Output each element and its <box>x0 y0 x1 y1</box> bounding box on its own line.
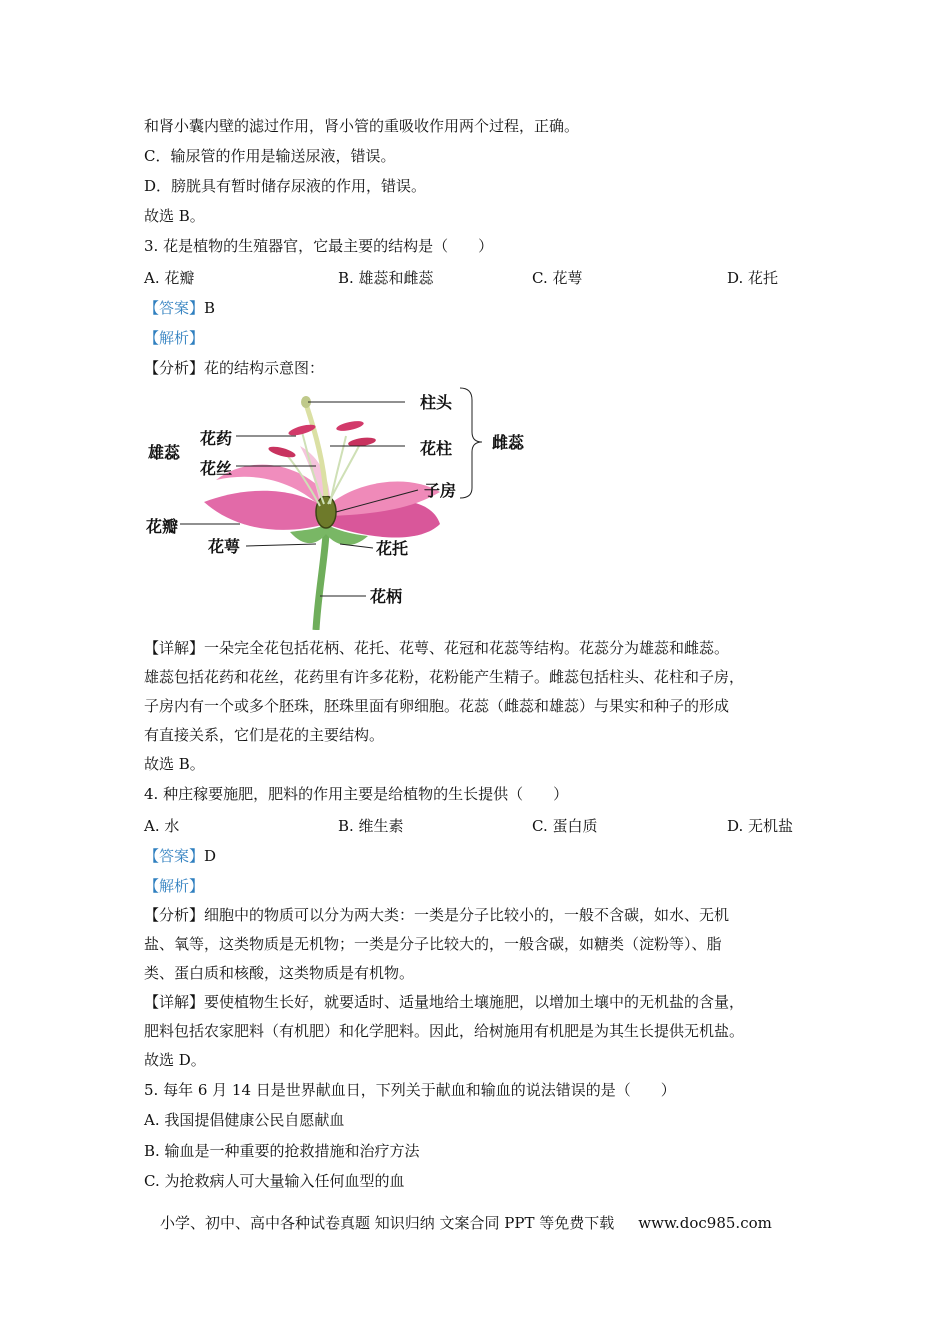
text-line: 故选 B。 <box>144 755 205 773</box>
detail-text: 要使植物生长好，就要适时、适量地给土壤施肥，以增加土壤中的无机盐的含量， <box>204 993 745 1011</box>
label-huayao: 花药 <box>200 429 233 448</box>
q4-option-b: B. 维生素 <box>338 817 404 835</box>
answer-value: D <box>204 847 217 865</box>
text-line: 故选 D。 <box>144 1051 206 1069</box>
footer-url[interactable]: www.doc985.com <box>638 1214 772 1232</box>
label-huatuo: 花托 <box>376 539 409 558</box>
label-huabing: 花柄 <box>370 587 403 606</box>
text-line: 有直接关系，它们是花的主要结构。 <box>144 726 385 744</box>
q4-answer <box>144 845 216 867</box>
text-line: 子房内有一个或多个胚珠，胚珠里面有卵细胞。花蕊（雌蕊和雄蕊）与果实和种子的形成 <box>144 697 730 715</box>
detail-tag: 【详解】 <box>144 639 205 657</box>
analysis-text: 细胞中的物质可以分为两大类：一类是分子比较小的，一般不含碳，如水、无机 <box>204 906 730 924</box>
label-xiongrui: 雄蕊 <box>148 443 181 462</box>
q3-detail <box>144 637 729 659</box>
text-line: 和肾小囊内壁的滤过作用，肾小管的重吸收作用两个过程，正确。 <box>144 117 580 135</box>
label-huae: 花萼 <box>208 537 241 556</box>
label-zhutou: 柱头 <box>420 393 453 412</box>
label-zifang: 子房 <box>424 481 457 500</box>
question-5: 5. 每年 6 月 14 日是世界献血日，下列关于献血和输血的说法错误的是（ ） <box>144 1081 676 1099</box>
detail-text: 一朵完全花包括花柄、花托、花萼、花冠和花蕊等结构。花蕊分为雄蕊和雌蕊。 <box>204 639 730 657</box>
flower-structure-diagram <box>140 384 540 630</box>
q3-explain-tag <box>144 327 204 349</box>
ovary-shape <box>316 496 336 528</box>
text-line: 雄蕊包括花药和花丝，花药里有许多花粉，花粉能产生精子。雌蕊包括柱头、花柱和子房， <box>144 668 745 686</box>
q3-option-b: B. 雄蕊和雌蕊 <box>338 269 434 287</box>
q4-explain-tag <box>144 875 204 897</box>
q4-option-a: A. 水 <box>144 817 180 835</box>
anther-shape <box>267 445 296 460</box>
q5-option-a: A. 我国提倡健康公民自愿献血 <box>144 1111 345 1129</box>
q3-answer <box>144 297 215 319</box>
q4-option-d: D. 无机盐 <box>727 817 794 835</box>
analysis-tag: 【分析】 <box>144 359 205 377</box>
label-huasi: 花丝 <box>200 459 233 478</box>
label-cirui: 雌蕊 <box>492 433 525 452</box>
anther-shape <box>335 419 364 433</box>
footer-text: 小学、初中、高中各种试卷真题 知识归纳 文案合同 PPT 等免费下载 <box>160 1214 615 1232</box>
answer-value: B <box>204 299 216 317</box>
q4-analysis <box>144 904 729 926</box>
q3-option-a: A. 花瓣 <box>144 269 195 287</box>
answer-tag: 【答案】 <box>144 847 205 865</box>
text-line: 盐、氧等，这类物质是无机物；一类是分子比较大的，一般含碳，如糖类（淀粉等）、脂 <box>144 935 722 953</box>
q4-option-c: C. 蛋白质 <box>532 817 598 835</box>
text-line: 类、蛋白质和核酸，这类物质是有机物。 <box>144 964 415 982</box>
question-3: 3. 花是植物的生殖器官，它最主要的结构是（ ） <box>144 237 494 255</box>
label-huaban: 花瓣 <box>146 517 179 536</box>
analysis-text: 花的结构示意图： <box>204 359 325 377</box>
q3-analysis <box>144 357 324 379</box>
explain-tag: 【解析】 <box>144 329 205 347</box>
explain-tag: 【解析】 <box>144 877 205 895</box>
stem-shape <box>316 534 326 630</box>
page-footer <box>160 1212 772 1233</box>
q3-option-d: D. 花托 <box>727 269 779 287</box>
label-huazhu: 花柱 <box>420 439 453 458</box>
detail-tag: 【详解】 <box>144 993 205 1011</box>
text-line: C．输尿管的作用是输送尿液，错误。 <box>144 147 396 165</box>
answer-tag: 【答案】 <box>144 299 205 317</box>
text-line: 肥料包括农家肥料（有机肥）和化学肥料。因此，给树施用有机肥是为其生长提供无机盐。 <box>144 1022 745 1040</box>
q3-option-c: C. 花萼 <box>532 269 583 287</box>
text-line: D．膀胱具有暂时储存尿液的作用，错误。 <box>144 177 427 195</box>
text-line: 故选 B。 <box>144 207 205 225</box>
q5-option-b: B. 输血是一种重要的抢救措施和治疗方法 <box>144 1142 420 1160</box>
q4-detail <box>144 991 744 1013</box>
q5-option-c: C. 为抢救病人可大量输入任何血型的血 <box>144 1172 405 1190</box>
question-4: 4. 种庄稼要施肥，肥料的作用主要是给植物的生长提供（ ） <box>144 785 569 803</box>
analysis-tag: 【分析】 <box>144 906 205 924</box>
